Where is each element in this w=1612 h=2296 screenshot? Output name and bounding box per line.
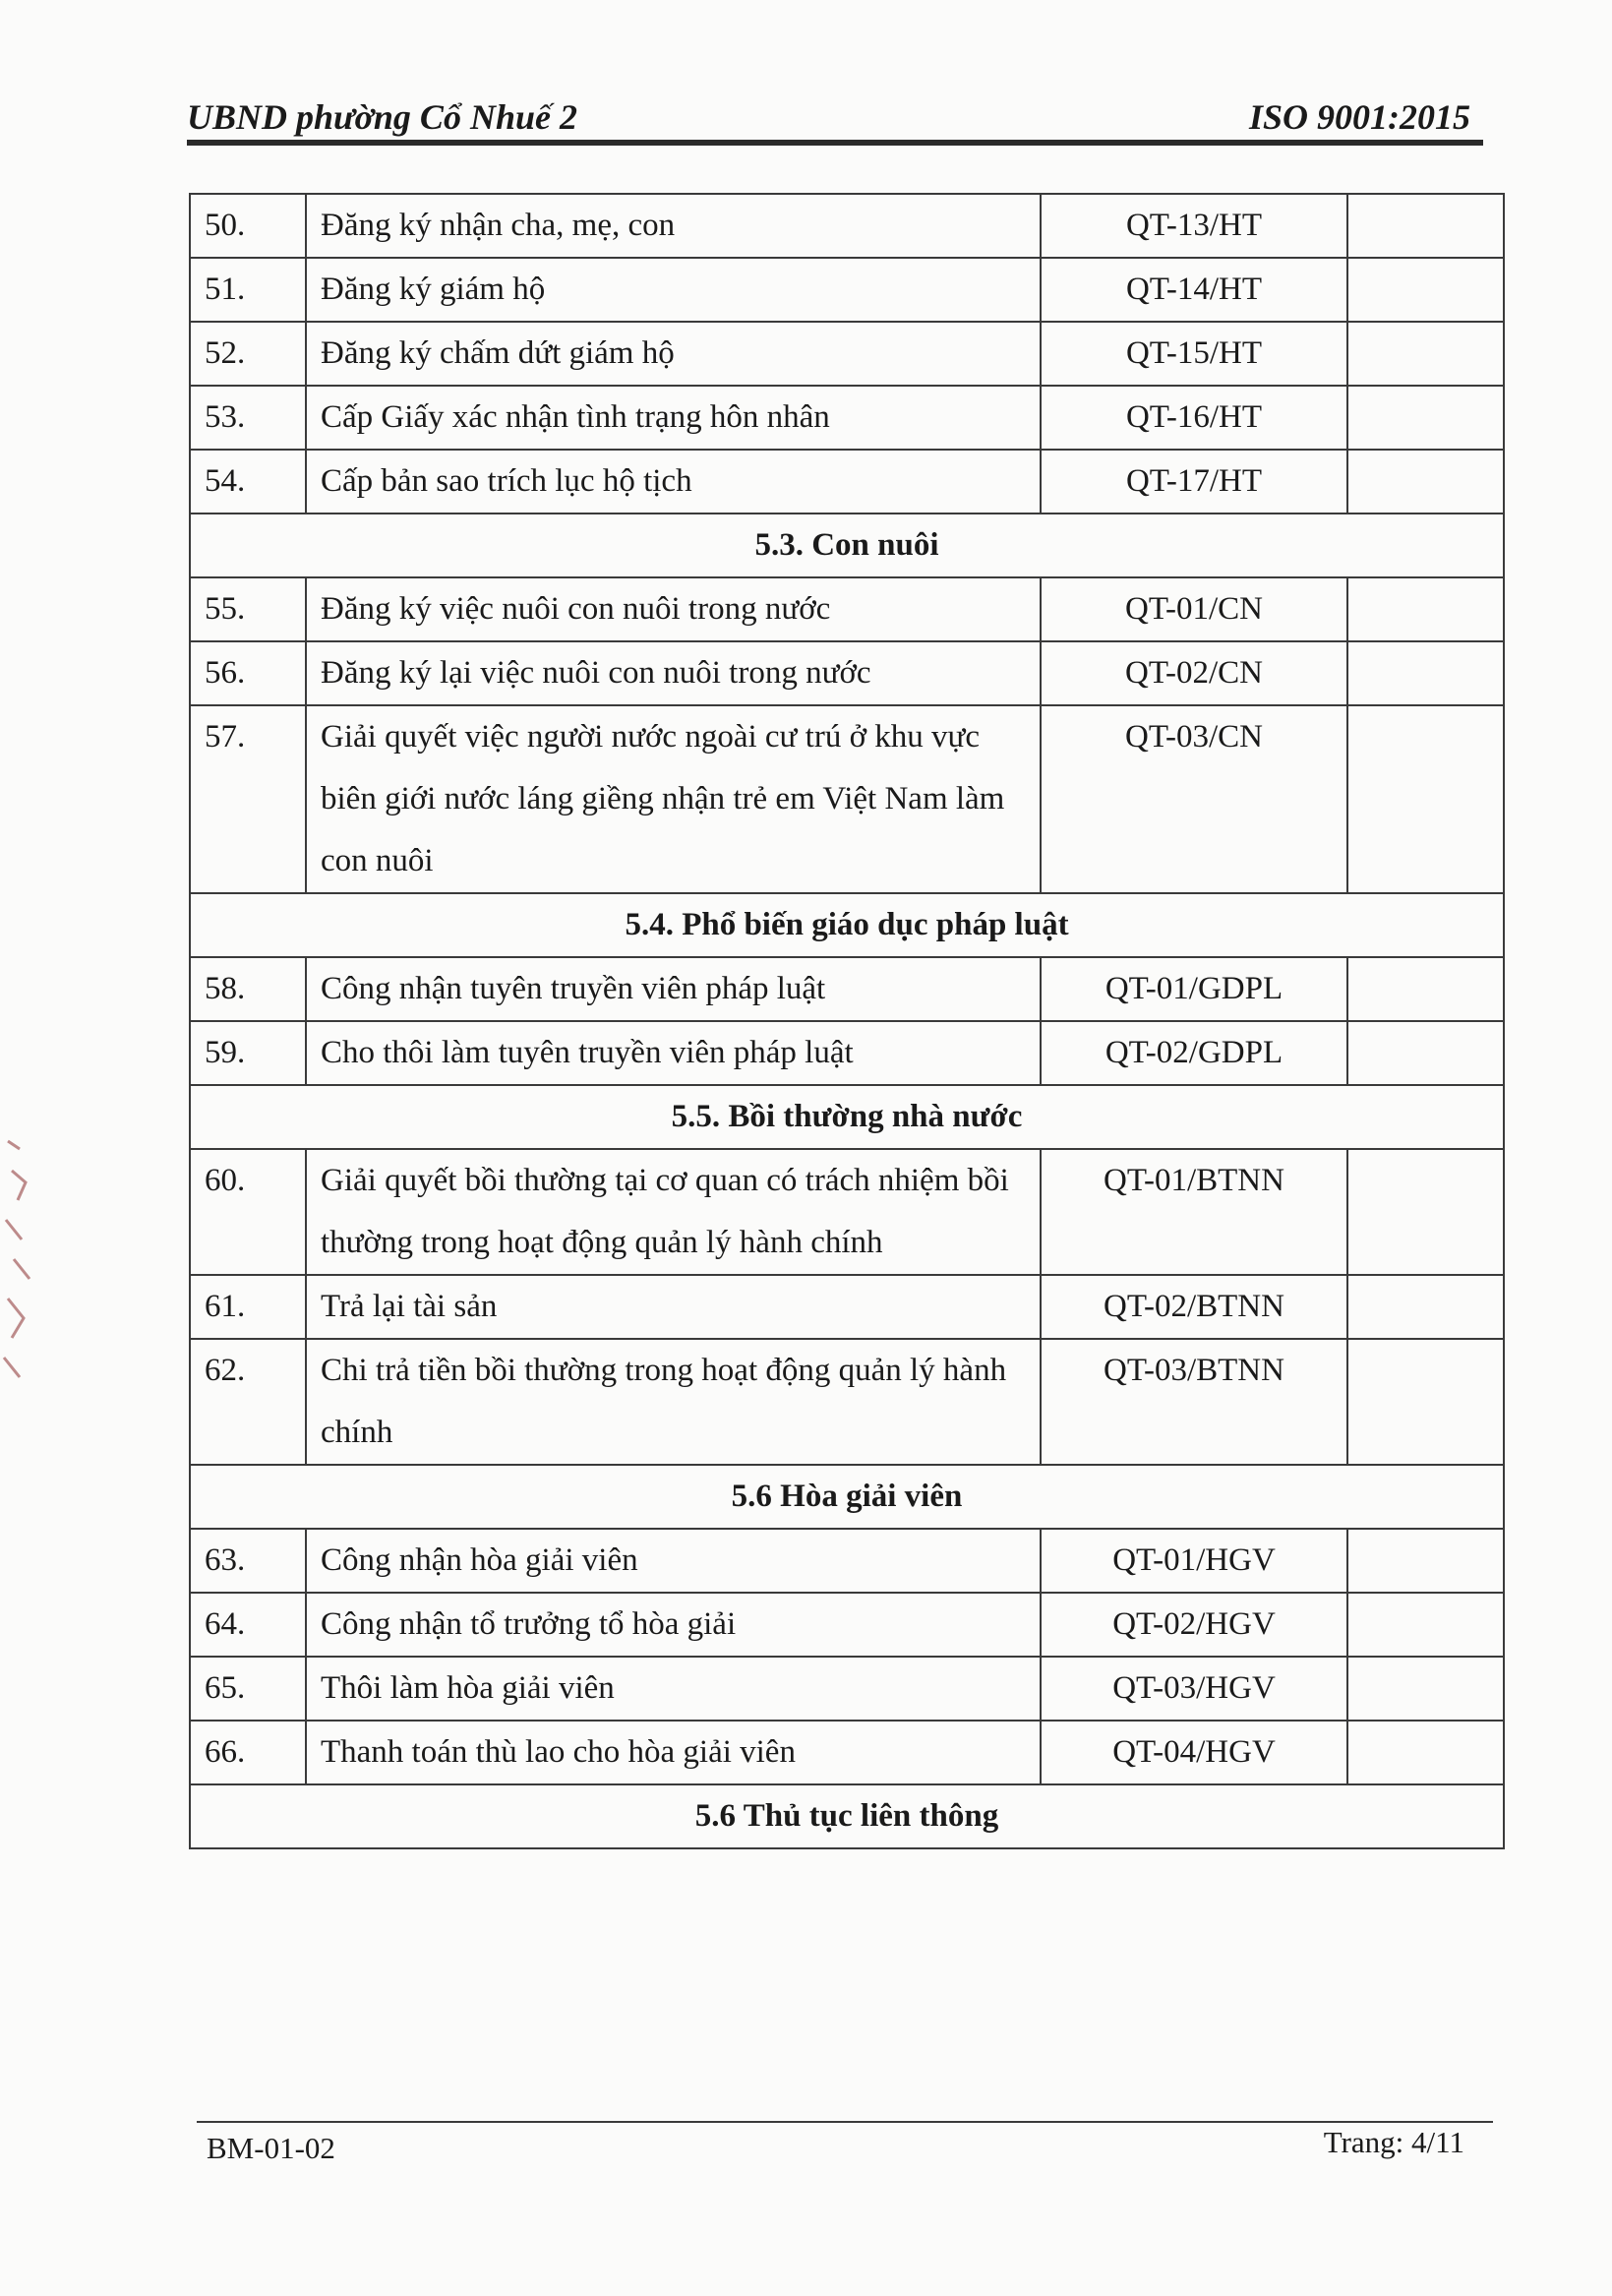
procedure-code: QT-03/CN <box>1041 705 1347 893</box>
row-number: 50. <box>190 194 306 258</box>
row-number: 65. <box>190 1657 306 1721</box>
stamp-fragment-icon <box>0 1131 59 1407</box>
section-title: 5.3. Con nuôi <box>190 514 1504 577</box>
procedure-name: Đăng ký nhận cha, mẹ, con <box>306 194 1041 258</box>
procedure-code: QT-03/BTNN <box>1041 1339 1347 1465</box>
section-title: 5.4. Phổ biến giáo dục pháp luật <box>190 893 1504 957</box>
notes-cell <box>1347 705 1504 893</box>
procedure-name: Giải quyết bồi thường tại cơ quan có trách nhiệm bồi thường trong hoạt động quản lý hành chính <box>306 1149 1041 1275</box>
notes-cell <box>1347 258 1504 322</box>
section-header-row <box>190 1784 1504 1848</box>
procedure-code: QT-04/HGV <box>1041 1721 1347 1784</box>
procedure-name: Công nhận tổ trưởng tổ hòa giải <box>306 1593 1041 1657</box>
row-number: 57. <box>190 705 306 893</box>
procedure-name: Đăng ký giám hộ <box>306 258 1041 322</box>
row-number: 58. <box>190 957 306 1021</box>
row-number: 54. <box>190 450 306 514</box>
section-header-row <box>190 1465 1504 1529</box>
table-row <box>190 1021 1504 1085</box>
row-number: 53. <box>190 386 306 450</box>
row-number: 61. <box>190 1275 306 1339</box>
notes-cell <box>1347 1021 1504 1085</box>
iso-standard: ISO 9001:2015 <box>1248 97 1470 137</box>
footer-divider <box>197 2121 1493 2123</box>
row-number: 66. <box>190 1721 306 1784</box>
table-row <box>190 577 1504 641</box>
row-number: 63. <box>190 1529 306 1593</box>
notes-cell <box>1347 1721 1504 1784</box>
row-number: 64. <box>190 1593 306 1657</box>
organization-name: UBND phường Cổ Nhuế 2 <box>187 97 577 137</box>
procedure-name: Trả lại tài sản <box>306 1275 1041 1339</box>
table-row <box>190 1275 1504 1339</box>
row-number: 62. <box>190 1339 306 1465</box>
procedure-code: QT-01/CN <box>1041 577 1347 641</box>
row-number: 56. <box>190 641 306 705</box>
procedure-code: QT-17/HT <box>1041 450 1347 514</box>
form-code: BM-01-02 <box>207 2131 335 2165</box>
procedure-code: QT-01/HGV <box>1041 1529 1347 1593</box>
procedure-code: QT-02/BTNN <box>1041 1275 1347 1339</box>
procedure-code: QT-13/HT <box>1041 194 1347 258</box>
notes-cell <box>1347 957 1504 1021</box>
notes-cell <box>1347 322 1504 386</box>
table-row <box>190 1593 1504 1657</box>
section-title: 5.5. Bồi thường nhà nước <box>190 1085 1504 1149</box>
row-number: 60. <box>190 1149 306 1275</box>
table-row <box>190 641 1504 705</box>
procedure-code: QT-02/CN <box>1041 641 1347 705</box>
notes-cell <box>1347 1275 1504 1339</box>
table-row <box>190 957 1504 1021</box>
table-row <box>190 322 1504 386</box>
procedure-code: QT-03/HGV <box>1041 1657 1347 1721</box>
procedure-code: QT-02/HGV <box>1041 1593 1347 1657</box>
table-row <box>190 1721 1504 1784</box>
section-header-row <box>190 893 1504 957</box>
table-row <box>190 258 1504 322</box>
procedure-name: Công nhận tuyên truyền viên pháp luật <box>306 957 1041 1021</box>
notes-cell <box>1347 1593 1504 1657</box>
notes-cell <box>1347 1529 1504 1593</box>
notes-cell <box>1347 1149 1504 1275</box>
procedure-name: Thôi làm hòa giải viên <box>306 1657 1041 1721</box>
notes-cell <box>1347 1657 1504 1721</box>
procedure-name: Đăng ký chấm dứt giám hộ <box>306 322 1041 386</box>
section-header-row <box>190 1085 1504 1149</box>
table-row <box>190 1529 1504 1593</box>
procedure-table <box>189 193 1505 1849</box>
table-row <box>190 1149 1504 1275</box>
procedure-name: Cấp bản sao trích lục hộ tịch <box>306 450 1041 514</box>
table-row <box>190 705 1504 893</box>
procedure-name: Chi trả tiền bồi thường trong hoạt động quản lý hành chính <box>306 1339 1041 1465</box>
row-number: 52. <box>190 322 306 386</box>
row-number: 59. <box>190 1021 306 1085</box>
notes-cell <box>1347 450 1504 514</box>
section-title: 5.6 Hòa giải viên <box>190 1465 1504 1529</box>
notes-cell <box>1347 386 1504 450</box>
header-divider <box>187 140 1483 146</box>
table-row <box>190 194 1504 258</box>
table-row <box>190 1657 1504 1721</box>
procedure-name: Cấp Giấy xác nhận tình trạng hôn nhân <box>306 386 1041 450</box>
notes-cell <box>1347 194 1504 258</box>
row-number: 51. <box>190 258 306 322</box>
notes-cell <box>1347 1339 1504 1465</box>
procedure-code: QT-16/HT <box>1041 386 1347 450</box>
page-header <box>187 96 1470 146</box>
notes-cell <box>1347 577 1504 641</box>
table-row <box>190 1339 1504 1465</box>
procedure-name: Giải quyết việc người nước ngoài cư trú ở khu vực biên giới nước láng giềng nhận trẻ em Việt Nam làm con nuôi <box>306 705 1041 893</box>
procedure-code: QT-01/BTNN <box>1041 1149 1347 1275</box>
procedure-name: Đăng ký lại việc nuôi con nuôi trong nước <box>306 641 1041 705</box>
procedure-name: Công nhận hòa giải viên <box>306 1529 1041 1593</box>
procedure-code: QT-02/GDPL <box>1041 1021 1347 1085</box>
procedure-name: Cho thôi làm tuyên truyền viên pháp luật <box>306 1021 1041 1085</box>
table-row <box>190 450 1504 514</box>
procedure-name: Thanh toán thù lao cho hòa giải viên <box>306 1721 1041 1784</box>
row-number: 55. <box>190 577 306 641</box>
procedure-code: QT-01/GDPL <box>1041 957 1347 1021</box>
section-header-row <box>190 514 1504 577</box>
procedure-code: QT-15/HT <box>1041 322 1347 386</box>
table-row <box>190 386 1504 450</box>
procedure-code: QT-14/HT <box>1041 258 1347 322</box>
procedure-name: Đăng ký việc nuôi con nuôi trong nước <box>306 577 1041 641</box>
page-number: Trang: 4/11 <box>1323 2125 1464 2159</box>
section-title: 5.6 Thủ tục liên thông <box>190 1784 1504 1848</box>
notes-cell <box>1347 641 1504 705</box>
